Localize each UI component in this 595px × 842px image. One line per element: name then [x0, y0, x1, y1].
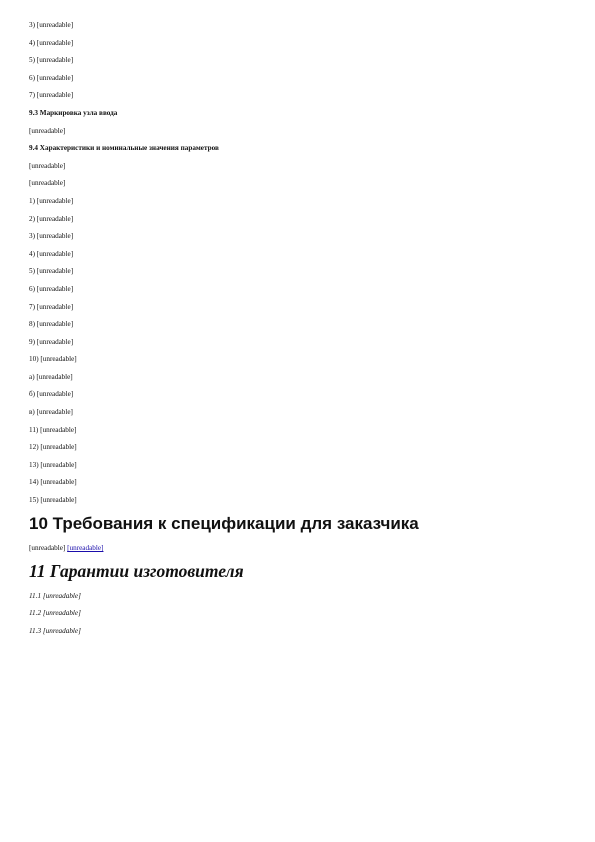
list-item-marker: 2) [29, 214, 35, 223]
list-item-marker: 15) [29, 496, 39, 505]
list-item-marker: 5) [29, 56, 35, 65]
list-item-text: [unreadable] [36, 267, 74, 276]
section-9-4-title: 9.4 Характеристики и номинальные значения параметров [29, 144, 219, 153]
warranty-item [29, 626, 564, 636]
list-item [29, 90, 564, 100]
list-item-text: [unreadable] [36, 390, 74, 399]
list-item-text: [unreadable] [36, 320, 74, 329]
list-item-text: [unreadable] [40, 496, 77, 505]
list-item [29, 55, 564, 65]
list-item-text: [unreadable] [36, 21, 74, 29]
list-item-marker: 13) [29, 460, 39, 469]
section-9-3-text: [unreadable] [29, 126, 66, 135]
list-item-marker: 10) [29, 355, 39, 364]
list-item-marker: 5) [29, 267, 35, 276]
warranty-item-marker: 11.3 [29, 626, 42, 635]
section-10-text-body: [unreadable] [29, 544, 66, 553]
list-item-text: [unreadable] [36, 372, 73, 381]
warranty-item-text: [unreadable] [42, 591, 81, 600]
list-item [29, 302, 564, 312]
warranty-list [29, 591, 564, 636]
list-item-text: [unreadable] [36, 91, 74, 100]
list-item-marker: 4) [29, 249, 35, 258]
list-item [29, 389, 564, 399]
list-item-text: [unreadable] [36, 408, 73, 417]
warranty-item [29, 608, 564, 618]
warranty-item-marker: 11.2 [29, 609, 42, 618]
list-item-text: [unreadable] [36, 38, 74, 47]
list-item [29, 337, 564, 347]
list-item [29, 196, 564, 206]
list-item [29, 442, 564, 452]
section-10-text [29, 543, 564, 553]
warranty-item-text: [unreadable] [42, 609, 81, 618]
list-item [29, 477, 564, 487]
warranty-item-text: [unreadable] [42, 626, 81, 635]
list-item-marker: 4) [29, 38, 35, 47]
list-item-marker: б) [29, 390, 36, 399]
list-item-marker: в) [29, 408, 35, 417]
list-item-marker: 3) [29, 232, 35, 241]
list-item-marker: 9) [29, 337, 35, 346]
list-item-text: [unreadable] [36, 214, 74, 223]
list-item-marker: 1) [29, 196, 35, 205]
list-item-marker: 3) [29, 21, 35, 29]
list-item-marker: 8) [29, 320, 35, 329]
list-item-marker: а) [29, 372, 35, 381]
list-item-text: [unreadable] [40, 425, 77, 434]
document-page [29, 20, 564, 643]
section-9-4-paragraph-2: [unreadable] [29, 179, 66, 188]
list-item [29, 231, 564, 241]
list-item [29, 425, 564, 435]
list-item [29, 266, 564, 276]
list-item-text: [unreadable] [40, 443, 77, 452]
list-item [29, 460, 564, 470]
list-item-text: [unreadable] [36, 249, 74, 258]
list-item-marker: 7) [29, 302, 35, 311]
appendix-link[interactable]: [unreadable] [67, 544, 104, 553]
section-9-3-title: 9.3 Маркировка узла ввода [29, 108, 118, 117]
list-item-marker: 14) [29, 478, 39, 487]
list-item [29, 319, 564, 329]
list-item-marker: 12) [29, 443, 39, 452]
list-item-text: [unreadable] [36, 302, 74, 311]
list-item [29, 407, 564, 417]
list-item-text: [unreadable] [36, 196, 74, 205]
list-item-text: [unreadable] [36, 284, 74, 293]
list-item-text: [unreadable] [40, 478, 77, 487]
list-item [29, 38, 564, 48]
top-list [29, 20, 564, 100]
section-9-4-paragraph-1: [unreadable] [29, 161, 66, 170]
list-item-marker: 11) [29, 425, 39, 434]
list-item [29, 20, 564, 30]
list-item [29, 73, 564, 83]
list-item [29, 372, 564, 382]
section-10-heading: 10 Требования к спецификации для заказчика [29, 514, 419, 534]
parameter-list [29, 196, 564, 505]
list-item [29, 284, 564, 294]
list-item [29, 354, 564, 364]
list-item-text: [unreadable] [36, 337, 74, 346]
list-item [29, 214, 564, 224]
list-item-text: [unreadable] [40, 460, 77, 469]
list-item-text: [unreadable] [40, 355, 77, 364]
warranty-item [29, 591, 564, 601]
list-item [29, 495, 564, 505]
list-item-text: [unreadable] [36, 232, 74, 241]
list-item-text: [unreadable] [36, 56, 74, 65]
list-item [29, 249, 564, 259]
list-item-marker: 6) [29, 73, 35, 82]
warranty-item-marker: 11.1 [29, 591, 42, 600]
list-item-text: [unreadable] [36, 73, 74, 82]
list-item-marker: 6) [29, 284, 35, 293]
list-item-marker: 7) [29, 91, 35, 100]
section-11-heading: 11 Гарантии изготовителя [29, 560, 244, 581]
